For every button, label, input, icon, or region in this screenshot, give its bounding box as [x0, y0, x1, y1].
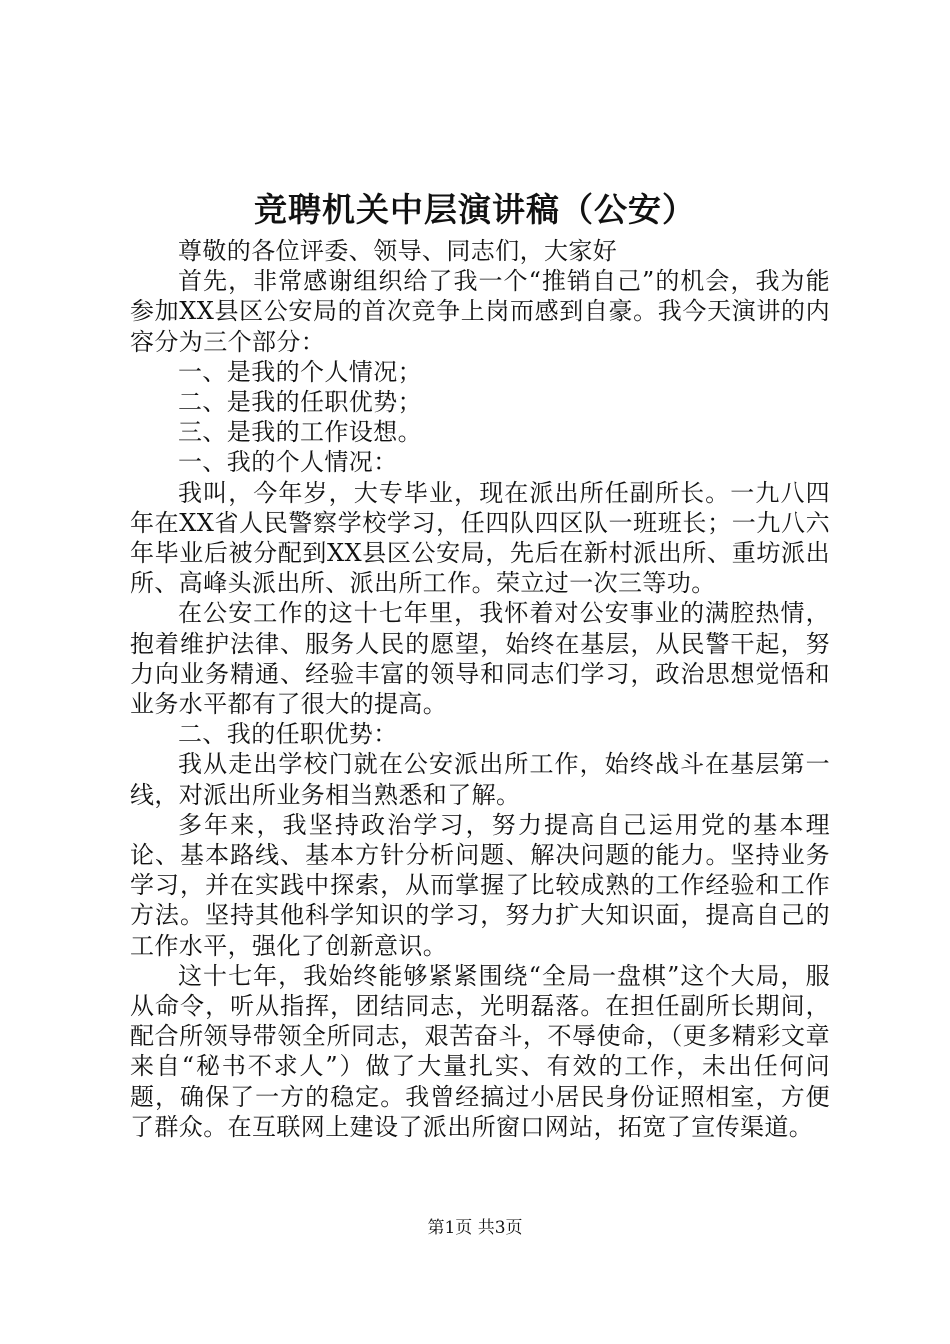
document-title: 竞聘机关中层演讲稿（公安）	[254, 190, 696, 229]
paragraph: 我从走出学校门就在公安派出所工作，始终战斗在基层第一线，对派出所业务相当熟悉和了解。	[130, 750, 830, 809]
paragraph: 我叫，今年岁，大专毕业，现在派出所任副所长。一九八四年在XX省人民警察学校学习，任四队四区队一班班长；一九八六年毕业后被分配到XX县区公安局，先后在新村派出所、重坊派出所、高峰头派出所、派出所工作。荣立过一次三等功。	[130, 478, 830, 598]
page-footer: 第1页 共3页	[427, 1218, 523, 1238]
paragraph: 这十七年，我始终能够紧紧围绕“全局一盘棋”这个大局，服从命令，听从指挥，团结同志，光明磊落。在担任副所长期间，配合所领导带领全所同志，艰苦奋斗，不辱使命，（更多精彩文章来自“秘书不求人”）做了大量扎实、有效的工作，未出任何问题，确保了一方的稳定。我曾经搞过小居民身份证照相室，方便了群众。在互联网上建设了派出所窗口网站，拓宽了宣传渠道。	[130, 961, 830, 1141]
paragraph: 三、是我的工作设想。	[178, 418, 422, 447]
paragraph: 在公安工作的这十七年里，我怀着对公安事业的满腔热情，抱着维护法律、服务人民的愿望，始终在基层，从民警干起，努力向业务精通、经验丰富的领导和同志们学习，政治思想觉悟和业务水平都有了很大的提高。	[130, 599, 830, 719]
paragraph: 尊敬的各位评委、领导、同志们，大家好	[178, 237, 618, 265]
paragraph: 多年来，我坚持政治学习，努力提高自己运用党的基本理论、基本路线、基本方针分析问题、解决问题的能力。坚持业务学习，并在实践中探索，从而掌握了比较成熟的工作经验和工作方法。坚持其他科学知识的学习，努力扩大知识面，提高自己的工作水平，强化了创新意识。	[130, 810, 830, 960]
paragraph: 一、我的个人情况：	[178, 448, 398, 477]
paragraph: 二、是我的任职优势；	[178, 388, 422, 417]
paragraph: 二、我的任职优势：	[178, 720, 398, 749]
paragraph: 首先，非常感谢组织给了我一个“推销自己”的机会，我为能参加XX县区公安局的首次竞争上岗而感到自豪。我今天演讲的内容分为三个部分：	[130, 267, 830, 356]
document-body	[130, 236, 830, 1142]
paragraph: 一、是我的个人情况；	[178, 357, 422, 386]
